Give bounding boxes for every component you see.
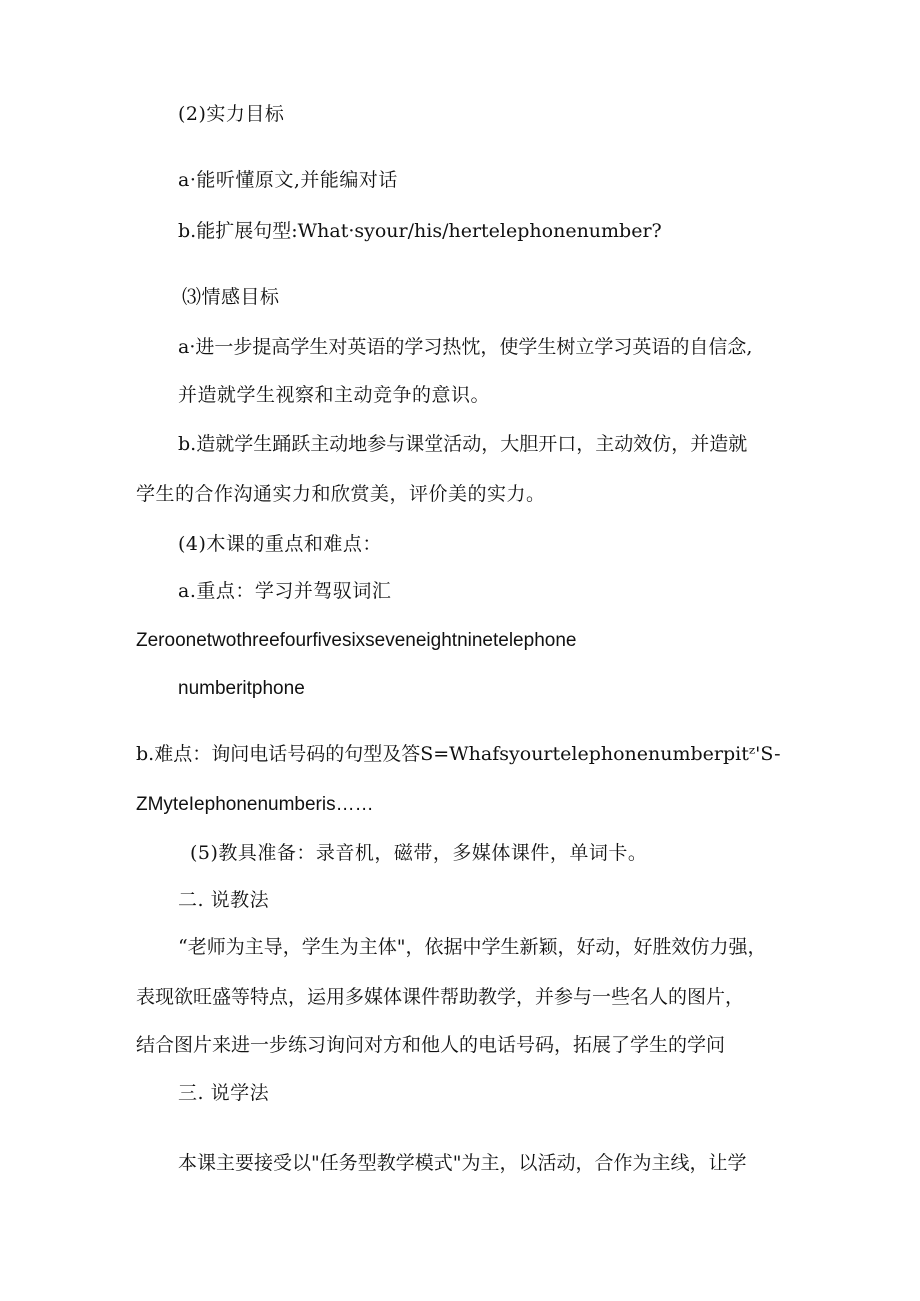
objective-ability-heading: (2)实力目标 — [178, 103, 285, 125]
emotion-item-b-continued: 学生的合作沟通实力和欣赏美，评价美的实力。 — [136, 483, 546, 505]
teaching-method-heading: 二. 说教法 — [178, 889, 270, 911]
difficult-point-continued: ZMyteIephonenumberis…… — [136, 794, 374, 815]
teaching-method-line-2: 表现欲旺盛等特点，运用多媒体课件帮助教学，并参与一些名人的图片， — [136, 986, 745, 1008]
emotion-item-b: b.造就学生踊跃主动地参与课堂活动，大胆开口，主动效仿，并造就 — [178, 433, 748, 455]
teaching-method-line-1: “老师为主导，学生为主体"，依据中学生新颖，好动，好胜效仿力强， — [178, 936, 767, 958]
teaching-aids: (5)教具准备：录音机，磁带，多媒体课件，单词卡。 — [190, 842, 648, 864]
vocabulary-line-2: numberitphone — [178, 678, 305, 699]
emotion-item-a-continued: 并造就学生视察和主动竞争的意识。 — [178, 384, 491, 406]
learning-method-heading: 三. 说学法 — [178, 1082, 270, 1104]
ability-item-a: a·能听懂原文,并能编对话 — [178, 169, 398, 191]
ability-item-b: b.能扩展句型:What·syour/his/hertelephonenumber? — [178, 220, 662, 242]
key-point-item: a.重点：学习并驾驭词汇 — [178, 580, 392, 602]
learning-method-line-1: 本课主要接受以"任务型教学模式"为主，以活动，合作为主线，让学 — [178, 1152, 747, 1174]
teaching-method-line-3: 结合图片来进一步练习询问对方和他人的电话号码，拓展了学生的学问 — [136, 1034, 726, 1056]
difficult-point-item: b.难点：询问电话号码的句型及答S=Whafsyourtelephonenumberpitᶻ'S- — [136, 743, 781, 765]
objective-emotion-heading: ⑶情感目标 — [182, 286, 280, 308]
vocabulary-line-1: Zeroonetwothreefourfivesixseveneightninetelephone — [136, 630, 577, 651]
emotion-item-a: a·进一步提高学生对英语的学习热忱，使学生树立学习英语的自信念, — [178, 336, 753, 358]
key-points-heading: (4)木课的重点和难点： — [178, 533, 382, 555]
